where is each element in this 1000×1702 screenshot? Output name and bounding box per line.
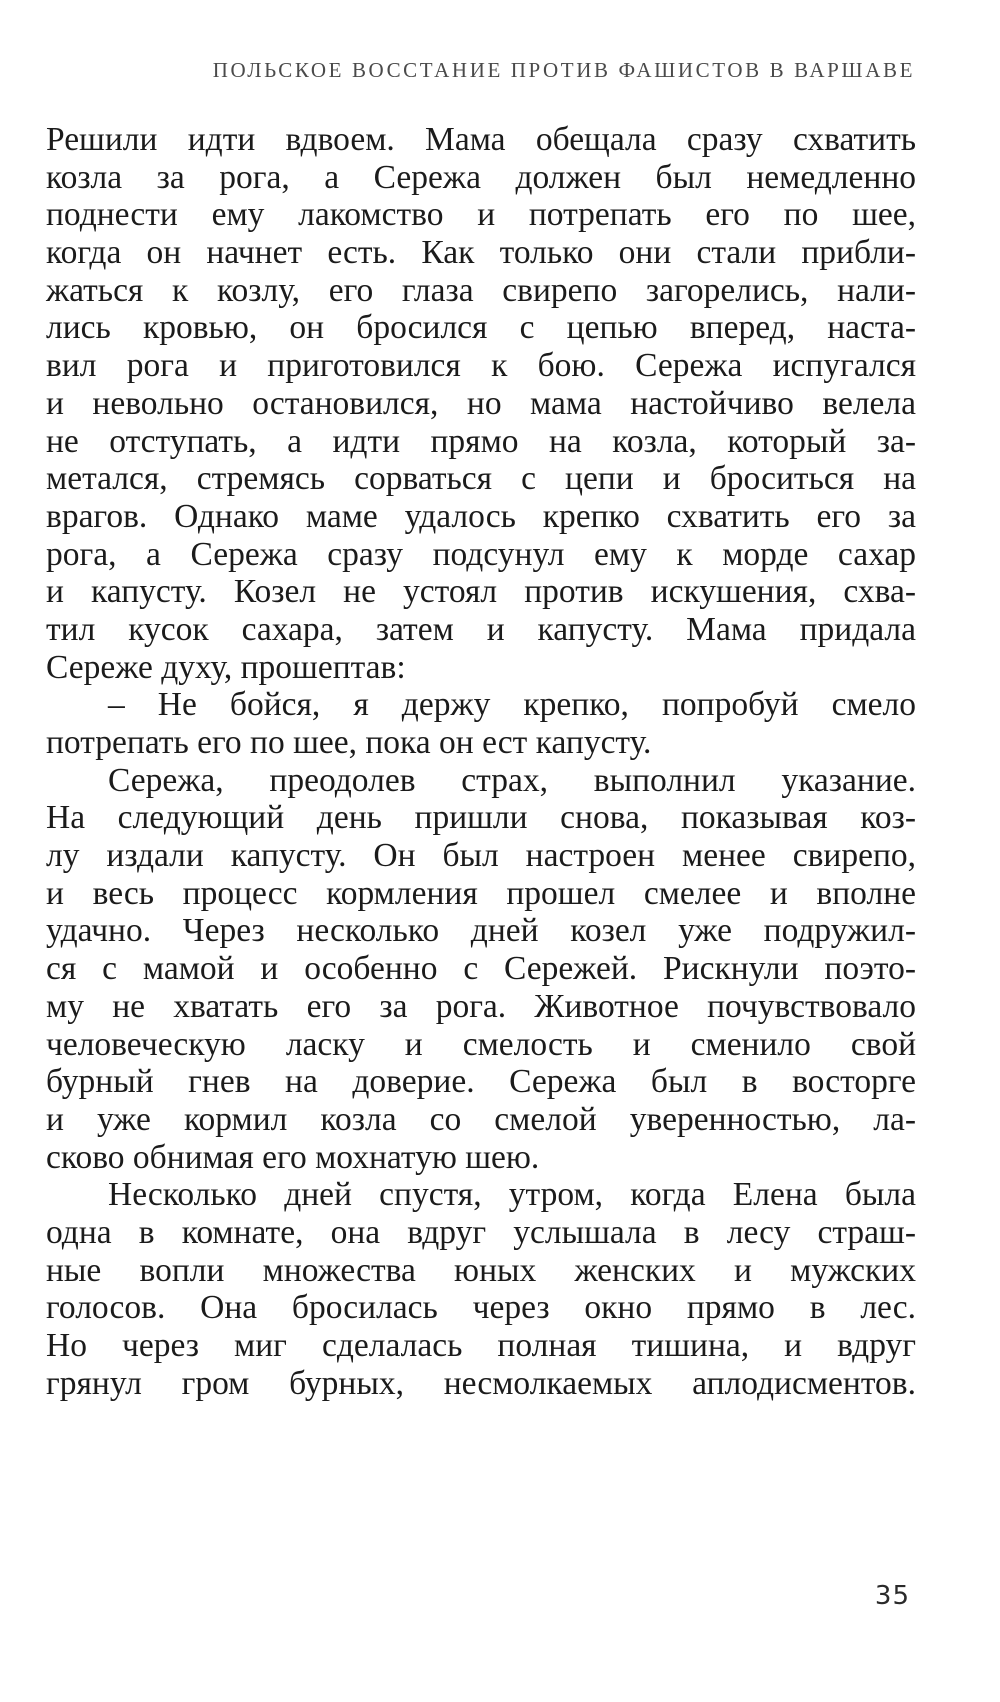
- text-line: козла за рога, а Сережа должен был немедленно: [46, 158, 916, 196]
- text-line: одна в комнате, она вдруг услышала в лесу страш-: [46, 1213, 916, 1251]
- text-line: тил кусок сахара, затем и капусту. Мама придала: [46, 610, 916, 648]
- text-line: лись кровью, он бросился с цепью вперед, наста-: [46, 309, 916, 347]
- text-line: удачно. Через несколько дней козел уже подружил-: [46, 912, 916, 950]
- text-line: му не хватать его за рога. Животное почувствовало: [46, 987, 916, 1025]
- text-line: метался, стремясь сорваться с цепи и броситься на: [46, 460, 916, 498]
- text-line: сково обнимая его мохнатую шею.: [46, 1138, 540, 1176]
- text-line: и капусту. Козел не устоял против искушения, схва-: [46, 573, 916, 611]
- text-line: и весь процесс кормления прошел смелее и вполне: [46, 874, 916, 912]
- text-line: На следующий день пришли снова, показывая коз-: [46, 799, 916, 837]
- text-line: когда он начнет есть. Как только они стали прибли-: [46, 234, 916, 272]
- text-line: и невольно остановился, но мама настойчиво велела: [46, 384, 916, 422]
- paragraph-start: Несколько дней спустя, утром, когда Елена была: [108, 1176, 916, 1214]
- body-text: [46, 121, 916, 1402]
- text-line: потрепать его по шее, пока он ест капусту.: [46, 724, 652, 761]
- text-line: грянул гром бурных, несмолкаемых аплодисментов.: [46, 1364, 916, 1402]
- text-line: Решили идти вдвоем. Мама обещала сразу схватить: [46, 121, 916, 158]
- text-line: врагов. Однако маме удалось крепко схватить его за: [46, 497, 916, 535]
- text-line: Но через миг сделалась полная тишина, и вдруг: [46, 1327, 916, 1364]
- text-line: не отступать, а идти прямо на козла, который за-: [46, 422, 916, 460]
- text-line: жаться к козлу, его глаза свирепо загорелись, нали-: [46, 271, 916, 309]
- dialogue-line: – Не бойся, я держу крепко, попробуй смело: [108, 686, 916, 724]
- paragraph-start: Сережа, преодолев страх, выполнил указание.: [108, 761, 916, 799]
- text-line: и уже кормил козла со смелой уверенностью, ла-: [46, 1100, 916, 1138]
- text-line: ные вопли множества юных женских и мужских: [46, 1251, 916, 1289]
- text-line: ся с мамой и особенно с Сережей. Рискнули поэто-: [46, 950, 916, 988]
- text-line: вил рога и приготовился к бою. Сережа испугался: [46, 347, 916, 385]
- text-line: Сереже духу, прошептав:: [46, 648, 406, 686]
- text-line: человеческую ласку и смелость и сменило свой: [46, 1025, 916, 1063]
- text-line: голосов. Она бросилась через окно прямо в лес.: [46, 1289, 916, 1327]
- text-line: поднести ему лакомство и потрепать его по шее,: [46, 196, 916, 234]
- text-line: лу издали капусту. Он был настроен менее свирепо,: [46, 837, 916, 875]
- running-head: ПОЛЬСКОЕ ВОССТАНИЕ ПРОТИВ ФАШИСТОВ В ВАРШАВЕ: [212, 58, 915, 82]
- text-line: бурный гнев на доверие. Сережа был в восторге: [46, 1063, 916, 1101]
- page-number: 35: [874, 1581, 910, 1611]
- text-line: рога, а Сережа сразу подсунул ему к морде сахар: [46, 535, 916, 573]
